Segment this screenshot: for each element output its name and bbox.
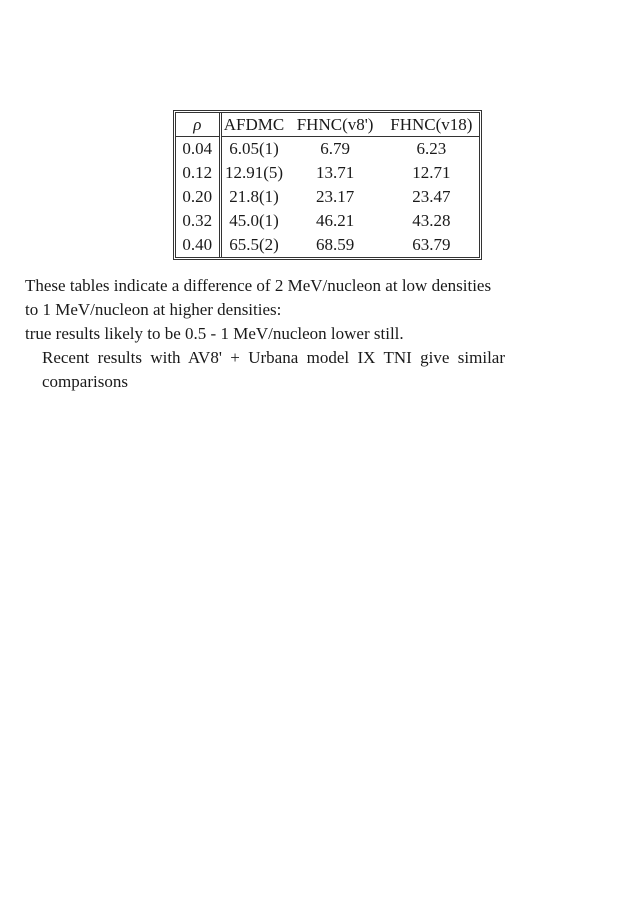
cell-fhnc-v18: 6.23 bbox=[416, 139, 447, 158]
table-header-row bbox=[176, 113, 479, 137]
cell-fhnc-v18: 63.79 bbox=[412, 235, 451, 254]
energy-comparison-table bbox=[173, 110, 482, 260]
paragraph-line: comparisons bbox=[42, 372, 128, 391]
summary-paragraph bbox=[25, 274, 505, 346]
cell-afdmc: 45.0(1) bbox=[229, 211, 279, 230]
cell-fhnc-v8: 13.71 bbox=[315, 163, 355, 182]
table-row bbox=[176, 137, 479, 162]
energy-table bbox=[176, 113, 479, 257]
cell-density: 0.32 bbox=[176, 209, 220, 233]
paragraph-line: true results likely to be 0.5 - 1 MeV/nucleon lower still. bbox=[25, 324, 404, 343]
cell-fhnc-v8: 46.21 bbox=[315, 211, 355, 230]
header-fhnc-v18: FHNC(v18) bbox=[390, 114, 473, 134]
table-row bbox=[176, 161, 479, 185]
cell-density: 0.40 bbox=[176, 233, 220, 257]
cell-fhnc-v8: 6.79 bbox=[320, 139, 350, 158]
header-fhnc-v8: FHNC(v8') bbox=[296, 114, 374, 134]
cell-fhnc-v18: 23.47 bbox=[412, 187, 451, 206]
cell-afdmc: 6.05(1) bbox=[229, 139, 279, 158]
cell-density: 0.12 bbox=[176, 161, 220, 185]
header-afdmc: AFDMC bbox=[223, 114, 285, 134]
cell-afdmc: 21.8(1) bbox=[229, 187, 279, 206]
table-row bbox=[176, 209, 479, 233]
cell-fhnc-v8: 68.59 bbox=[315, 235, 355, 254]
table-row bbox=[176, 185, 479, 209]
cell-density: 0.04 bbox=[176, 137, 220, 162]
cell-afdmc: 65.5(2) bbox=[229, 235, 279, 254]
paragraph-line: Recent results with AV8' + Urbana model IX TNI give similar bbox=[42, 348, 505, 367]
paragraph-line: to 1 MeV/nucleon at higher densities: bbox=[25, 300, 282, 319]
recent-results-paragraph bbox=[25, 346, 505, 394]
cell-fhnc-v8: 23.17 bbox=[315, 187, 355, 206]
header-density: ρ bbox=[176, 113, 220, 137]
paragraph-line: These tables indicate a difference of 2 MeV/nucleon at low densities bbox=[25, 276, 492, 295]
cell-density: 0.20 bbox=[176, 185, 220, 209]
cell-fhnc-v18: 43.28 bbox=[412, 211, 451, 230]
cell-afdmc: 12.91(5) bbox=[224, 163, 284, 182]
cell-fhnc-v18: 12.71 bbox=[412, 163, 451, 182]
table-row bbox=[176, 233, 479, 257]
